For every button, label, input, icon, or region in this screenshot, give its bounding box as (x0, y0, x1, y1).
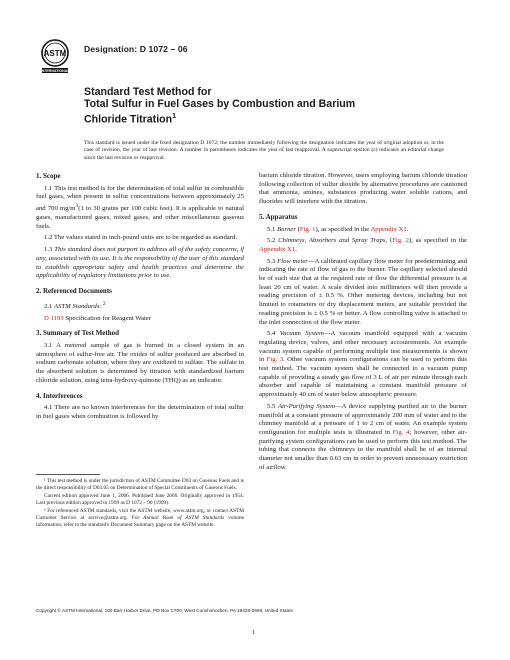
copyright-notice: Copyright © ASTM International, 100 Barr Harbor Drive, PO Box C700, West Conshohocken, PA 19428-2959, United States. (36, 608, 295, 613)
paragraph-5-2: 5.2 Chimneys, Absorbers and Spray Traps, (Fig. 2), as specified in the Appendix X1. (259, 237, 468, 253)
figure-link-3[interactable]: Fig. 3 (266, 356, 284, 364)
section-heading-referenced-documents: 2. Referenced Documents (36, 286, 112, 295)
figure-link-4[interactable]: Fig. 4 (392, 428, 410, 436)
footnotes (36, 478, 244, 530)
section-heading-summary: 3. Summary of Test Method (36, 329, 120, 338)
footnote-1: ¹ This test method is under the jurisdiction of ASTM Committee D03 on Gaseous Fuels and is the direct responsibility of D03.05 on Determination of Special Constituents of Gaseous Fuels. (36, 478, 244, 491)
appendix-link[interactable]: Appendix X1 (370, 225, 407, 233)
paragraph-2-1: 2.1 ASTM Standards: $^2$ (44, 300, 106, 310)
paragraph-4-1-continued: barium chloride titration. However, users employing barium chloride titration following collection of sulfur dioxide by alternative procedures are cautioned that ammonia, amines, substances producing water soluble cations, and fluorides will interfere with the titration. (259, 172, 467, 206)
footnote-divider (36, 474, 100, 475)
svg-text:ASTM: ASTM (43, 49, 67, 58)
figure-link-1[interactable]: Fig. 1 (299, 225, 316, 233)
page-number: 1 (252, 629, 256, 636)
issued-note: This standard is issued under the fixed designation D 1072; the number immediately following the designation indicates the year of original adoption or, in the case of revision, the year of last revision. A number in parentheses indicates the year of last reapproval. A superscript epsilon (ε) indicates an editorial change since the last revision or reapproval. (84, 140, 444, 161)
title-line-2: Total Sulfur in Fuel Gases by Combustion and Barium (84, 98, 356, 111)
paragraph-1-1: 1.1 This test method is for the determination of total sulfur in combustible fuel gases, when present in sulfur concentrations between approximately 25 and 700 $mg/m^3(1$ to 30 grains per 100 cubic feet). It is applicable to natural gases, manufactured gases, mixed gases, and other miscellaneous gaseous fuels. (36, 184, 244, 230)
title-footnote-mark: 1 (172, 112, 176, 120)
title-line-3: Chloride Titration$^1$ (84, 112, 176, 126)
reference-link-d1193[interactable]: D 1193 (44, 314, 64, 322)
title-line-1: Standard Test Method for (84, 86, 212, 98)
left-column (36, 172, 244, 425)
reference-item: D 1193 Specification for Reagent Water (44, 314, 151, 322)
paragraph-5-4: 5.4 Vacuum System—A vacuum manifold equipped with a vacuum regulating device, valves, and other necessary accoutrements. An example vacuum system capable of performing multiple test measurements is shown in Fig. 3. Other vacuum system configurations can be used to perform this test method. The vacuum system shall be connected to a vacuum pump capable of providing a steady gas flow of 3 L of air per minute through each absorber and capable of maintaining a constant manifold pressure of approximately 40 cm of water below atmospheric pressure. (259, 330, 468, 399)
paragraph-5-5: 5.5 Air-Purifying System—A device supplying purified air to the burner manifold at a constant pressure of approximately 200 mm of water and to the chimney manifold at a pressure of 1 to 2 cm of water. An example system configuration for multiple tests is illustrated in Fig. 4; however, other air-purifying system configurations can be used to perform this test method. The tubing that connects the chimneys to the manifold shall be of an internal diameter not smaller than 0.63 cm in order to prevent unnecessary restriction of airflow. (259, 402, 467, 471)
section-heading-scope: 1. Scope (36, 172, 61, 180)
astm-logo (38, 38, 72, 78)
document-title (84, 86, 464, 126)
paragraph-3-1: 3.1 A metered sample of gas is burned in a closed system in an atmosphere of sulfur-free air. The oxides of sulfur produced are absorbed in sodium carbonate solution, where they are oxidized to sulfate. The sulfate in the absorbent solution is determined by titration with standardized barium chloride solution, using tetra-hydroxy-quinone (THQ) as an indicator. (36, 342, 244, 384)
designation: Designation: D 1072 – 06 (84, 44, 188, 54)
svg-text:INTERNATIONAL: INTERNATIONAL (40, 69, 70, 73)
paragraph-1-3: 1.3 This standard does not purport to address all of the safety concerns, if any, associated with its use. It is the responsibility of the user of this standard to establish appropriate safety and health practices and determine the applicability of regulatory limitations prior to use. (36, 246, 245, 280)
paragraph-5-3: 5.3 Flow meter—A calibrated capillary flow meter for predetermining and indicating the rate of flow of gas to the burner. The capillary selected should be of such size that at the required rate of flow the differential pressure is at least 20 cm of water. A scale divided into millimeters will then provide a reading precision of ± 0.5 %. Other metering devices, including but not limited to rotameters or dry displacement meters, are suitable provided the reading precision is ± 0.5 % or better. A flow controlling valve is attached to the inlet connection of the flow meter. (259, 257, 467, 326)
appendix-link[interactable]: Appendix X1 (259, 245, 296, 253)
paragraph-5-1: 5.1 Burner (Fig. 1), as specified in the Appendix X1. (267, 225, 409, 233)
footnote-2: ² For referenced ASTM standards, visit the ASTM website, www.astm.org, or contact ASTM Customer Service at service@astm.org. For Annual Book of ASTM Standards volume information, refer to the standard's Document Summary page on the ASTM website. (36, 508, 245, 528)
paragraph-4-1: 4.1 There are no known interferences for the determination of total sulfur in fuel gases when combustion is followed by (36, 404, 244, 420)
paragraph-1-2: 1.2 The values stated in inch-pound units are to be regarded as standard. (44, 234, 238, 242)
section-heading-interferences: 4. Interferences (36, 391, 83, 400)
right-column (259, 172, 467, 476)
footnote-1-edition: Current edition approved June 1, 2006. Published June 2006. Originally approved in 1954. Last previous edition approved in 1999 as D 1072 – 90 (1999). (36, 493, 244, 506)
section-heading-apparatus: 5. Apparatus (259, 212, 298, 221)
figure-link-2[interactable]: Fig. 2 (392, 237, 409, 245)
